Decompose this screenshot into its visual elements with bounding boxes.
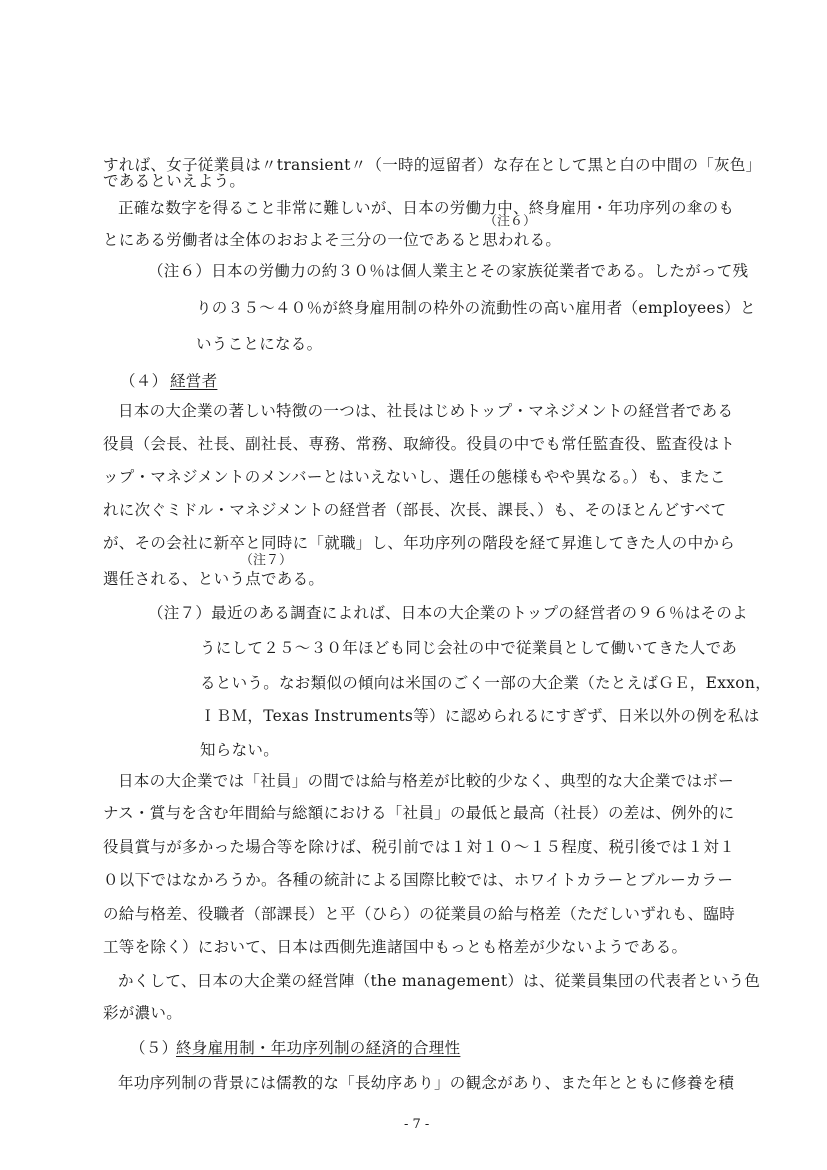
text-line: 日本の大企業では「社員」の間では給与格差が比較的少なく、典型的な大企業ではボー [118,772,734,790]
footnote-line: りの３５～４０％が終身雇用制の枠外の流動性の高い雇用者（employees）と [196,299,756,317]
text-line: 日本の大企業の著しい特徴の一つは、社長はじめトップ・マネジメントの経営者である [118,402,734,420]
footnote-line: 知らない。 [200,741,280,759]
note-ref: （注７） [240,553,293,568]
footnote-line: うにして２５～３０年ほども同じ会社の中で従業員として働いてきた人であ [200,639,738,657]
section-heading: 経営者 [170,372,218,390]
text-line: かくして、日本の大企業の経営陣（the management）は、従業員集団の代表者という色 [118,972,761,990]
text-line: であるといえよう。 [103,172,246,190]
section-number: （４） [120,372,168,390]
text-line: ０以下ではなかろうか。各種の統計による国際比較では、ホワイトカラーとブルーカラー [103,871,734,889]
note-ref: （注６） [484,214,537,229]
text-line: ナス・賞与を含む年間給与総額における「社員」の最低と最高（社長）の差は、例外的に [103,804,735,822]
text-line: 役員（会長、社長、副社長、専務、常務、取締役。役員の中でも常任監査役、監査役はト [103,435,736,453]
footnote-line: （注６）日本の労働力の約３０％は個人業主とその家族従業者である。したがって残 [148,262,749,280]
section-heading: 終身雇用制・年功序列制の経済的合理性 [176,1039,461,1057]
text-line: 年功序列制の背景には儒教的な「長幼序あり」の観念があり、また年とともに修養を積 [118,1074,735,1092]
footnote-line: るという。なお類似の傾向は米国のごく一部の大企業（たとえばＧＥ，Exxon， [200,674,772,692]
text-line: れに次ぐミドル・マネジメントの経営者（部長、次長、課長、）も、そのほとんどすべて [103,501,727,519]
page-number: - 7 - [404,1117,430,1132]
text-line: ップ・マネジメントのメンバーとはいえないし、選任の態様もやや異なる。）も、またこ [103,468,726,486]
text-line: が、その会社に新卒と同時に「就職」し、年功序列の階段を経て昇進してきた人の中から [103,534,736,552]
text-line: の給与格差、役職者（部課長）と平（ひら）の従業員の給与格差（ただしいずれも、臨時 [103,905,736,923]
text-line: 正確な数字を得ること非常に難しいが、日本の労働力中、終身雇用・年功序列の傘のも [118,199,735,217]
text-line: 選任される、という点である。 [103,570,325,588]
text-line: 役員賞与が多かった場合等を除けば、税引前では１対１０～１５程度、税引後では１対１ [103,838,736,856]
text-line: 工等を除く）において、日本は西側先進諸国中もっとも格差が少ないようである。 [103,938,688,956]
footnote-line: ＩＢＭ，Texas Instruments等）に認められるにすぎず、日米以外の例を私は [200,707,760,725]
text-line: 彩が濃い。 [103,1004,183,1022]
footnote-line: いうことになる。 [196,335,323,353]
section-number: （５） [130,1039,178,1057]
text-line: とにある労働者は全体のおおよそ三分の一位であると思われる。 [103,231,562,249]
footnote-line: （注７）最近のある調査によれば、日本の大企業のトップの経営者の９６％はそのよ [148,604,748,622]
text-line: すれば、女子従業員は〃transient〃（一時的逗留者）な存在として黒と白の中間の「灰色」 [103,156,762,174]
